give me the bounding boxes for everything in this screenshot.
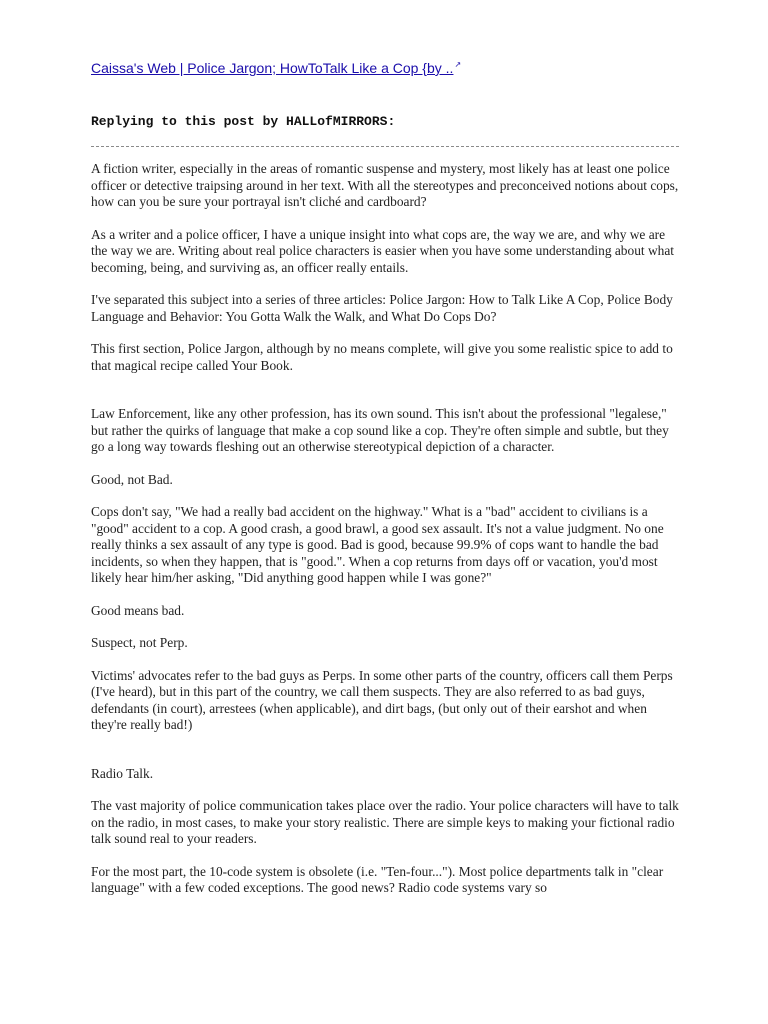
paragraph: Law Enforcement, like any other profession, has its own sound. This isn't about the professional "legalese," but rather the quirks of language that make a cop sound like a cop. They're often simple and subtle, but they go a long way towards fleshing out an otherwise stereotypical depiction of a character. (91, 406, 669, 454)
section-heading: Suspect, not Perp. (91, 635, 188, 650)
section-heading: Radio Talk. (91, 765, 154, 781)
paragraph: Cops don't say, "We had a really bad accident on the highway." What is a "bad" accident to civilians is a "good" accident to a cop. A good crash, a good brawl, a good sex assault. It's not a value judgment. No one really thinks a sex assault of any type is good. Bad is good, because 99.9% of cops want to handle the bad incidents, so when they happen, that is "good.". When a cop returns from days off or vacation, you'd most likely hear him/her asking, "Did anything good happen while I was gone?" (91, 504, 664, 585)
article-body (91, 161, 683, 913)
reply-heading: Replying to this post by HALLofMIRRORS: (91, 114, 396, 129)
paragraph: As a writer and a police officer, I have a unique insight into what cops are, the way we are, and why we are the way we are. Writing about real police characters is easier when you have some understanding about what becoming, being, and surviving as, an officer really entails. (91, 226, 674, 275)
source-link[interactable] (91, 60, 461, 76)
paragraph: The vast majority of police communication takes place over the radio. Your police characters will have to talk on the radio, in most cases, to make your story realistic. There are simple keys to making your fictional radio talk sound real to your readers. (91, 798, 679, 846)
paragraph: A fiction writer, especially in the areas of romantic suspense and mystery, most likely has at least one police officer or detective traipsing around in her text. With all the stereotypes and preconceived notions about cops, how can you be sure your portrayal isn't cliché and cardboard? (91, 161, 679, 209)
dashed-divider (91, 146, 679, 147)
paragraph: Victims' advocates refer to the bad guys as Perps. In some other parts of the country, officers call them Perps (I've heard), but in this part of the country, we call them suspects. They are also referred to as bad guys, defendants (in court), arrestees (when applicable), and dirt bags, (but only out of their earshot and when they're really bad!) (91, 667, 673, 732)
paragraph: I've separated this subject into a series of three articles: Police Jargon: How to Talk Like A Cop, Police Body Language and Behavior: You Gotta Walk the Walk, and What Do Cops Do? (91, 292, 673, 324)
external-link-icon[interactable]: ↗ (454, 60, 462, 70)
source-link-text[interactable]: Caissa's Web | Police Jargon; HowToTalk Like a Cop {by .. (91, 60, 454, 76)
paragraph: For the most part, the 10-code system is obsolete (i.e. "Ten-four..."). Most police departments talk in "clear language" with a few coded exceptions. The good news? Radio code systems vary so (91, 863, 664, 895)
section-heading: Good, not Bad. (91, 471, 173, 487)
paragraph: Good means bad. (91, 602, 185, 618)
paragraph: This first section, Police Jargon, although by no means complete, will give you some realistic spice to add to that magical recipe called Your Book. (91, 341, 673, 373)
